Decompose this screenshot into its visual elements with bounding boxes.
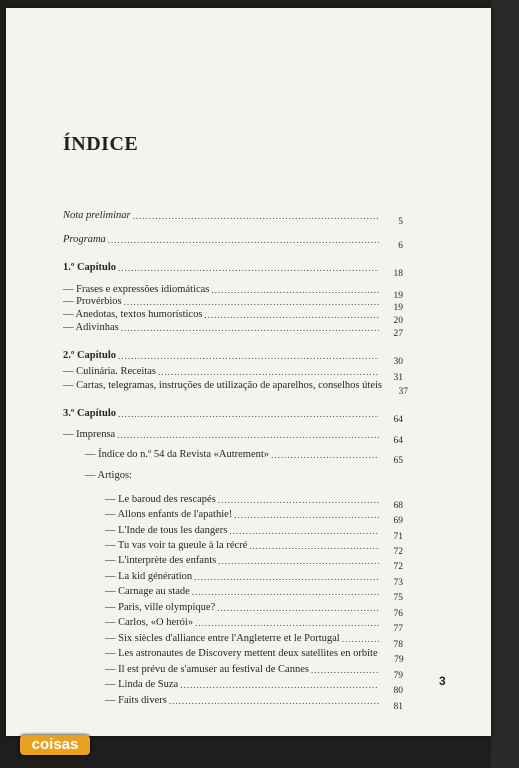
dot-leader <box>217 602 379 614</box>
toc-entry-page: 79 <box>394 655 404 665</box>
toc-entry <box>85 449 403 466</box>
toc-entry-page: 81 <box>393 702 403 712</box>
toc-entry <box>63 380 408 397</box>
toc-entry-page: 30 <box>393 357 403 367</box>
toc-entry-page: 27 <box>393 329 403 339</box>
toc-entry-page: 77 <box>393 624 403 634</box>
dot-leader <box>194 571 379 583</box>
toc-entry-page: 64 <box>393 415 403 425</box>
toc-entry-page: 69 <box>393 516 403 526</box>
dot-leader <box>121 322 379 334</box>
toc-entry <box>63 322 403 339</box>
toc-entry-title: — L'Inde de tous les dangers <box>105 525 228 536</box>
toc-entry <box>63 408 403 425</box>
toc-entry-title: 1.º Capítulo <box>63 262 117 273</box>
toc-entry-title: — Il est prévu de s'amuser au festival de Cannes <box>105 664 309 675</box>
toc-entry <box>105 602 403 619</box>
toc-entry <box>63 350 403 367</box>
dot-leader <box>118 350 379 362</box>
toc-entry-title: — Allons enfants de l'apathie! <box>105 509 233 520</box>
toc-entry <box>105 540 403 557</box>
dot-leader <box>133 210 379 222</box>
toc-entry-title: — Tu vas voir ta gueule à la récré <box>105 540 248 551</box>
toc-entry <box>85 470 403 482</box>
toc-entry-title: — Carlos, «O herói» <box>105 617 194 628</box>
dot-leader <box>195 617 379 629</box>
toc-entry <box>63 210 403 227</box>
toc-entry-title: — Le baroud des rescapés <box>105 494 216 505</box>
dot-leader <box>271 449 379 461</box>
toc-entry-page: 31 <box>393 373 403 383</box>
toc-entry <box>105 494 403 511</box>
toc-entry-title: — Faits divers <box>105 695 167 706</box>
dot-leader <box>192 586 379 598</box>
toc-entry-title: — Six siècles d'alliance entre l'Angleterre et le Portugal <box>105 633 340 644</box>
toc-entry-page: 5 <box>398 217 403 227</box>
toc-entry-page: 65 <box>393 456 403 466</box>
toc-entry-title: — Índice do n.º 54 da Revista «Autrement» <box>85 449 270 460</box>
dot-leader <box>158 366 379 378</box>
toc-entry-title: — Adivinhas <box>63 322 119 333</box>
toc-entry-title: — Culinária. Receitas <box>63 366 157 377</box>
dot-leader <box>229 525 379 537</box>
toc-entry-page: 72 <box>393 547 403 557</box>
toc-entry-page: 76 <box>393 609 403 619</box>
dot-leader <box>180 679 379 691</box>
toc-entry-title: Programa <box>63 234 106 245</box>
toc-entry <box>105 525 403 542</box>
toc-entry-page: 19 <box>393 291 403 301</box>
toc-entry-page: 78 <box>393 640 403 650</box>
toc-entry-title: — Artigos: <box>85 470 132 481</box>
toc-entry <box>105 648 404 665</box>
dot-leader <box>218 555 379 567</box>
toc-entry <box>63 309 403 326</box>
toc-entry-title: — Cartas, telegramas, instruções de utilização de aparelhos, conselhos úteis <box>63 380 382 391</box>
toc-entry <box>63 284 403 301</box>
dot-leader <box>169 695 379 707</box>
toc-entry <box>63 262 403 279</box>
toc-entry-page: 71 <box>393 532 403 542</box>
toc-entry-page: 37 <box>398 387 408 397</box>
dot-leader <box>117 429 379 441</box>
dot-leader <box>249 540 379 552</box>
toc-entry <box>105 571 403 588</box>
toc-entry <box>105 509 403 526</box>
toc-entry-page: 20 <box>393 316 403 326</box>
toc-entry-title: 3.º Capítulo <box>63 408 117 419</box>
toc-entry <box>63 366 403 383</box>
dot-leader <box>118 408 379 420</box>
dot-leader <box>118 262 379 274</box>
toc-entry-page: 68 <box>393 501 403 511</box>
toc-entry <box>105 555 403 572</box>
toc-entry-page: 72 <box>393 562 403 572</box>
toc-entry-page: 18 <box>393 269 403 279</box>
dot-leader <box>234 509 379 521</box>
toc-entry-title: — Anedotas, textos humorísticos <box>63 309 203 320</box>
toc-entry <box>105 679 403 696</box>
toc-entry-page: 64 <box>393 436 403 446</box>
toc-entry-title: Nota preliminar <box>63 210 131 221</box>
dot-leader <box>218 494 379 506</box>
toc-entry-title: — Carnage au stade <box>105 586 190 597</box>
toc-entry <box>105 633 403 650</box>
toc-entry-page: 79 <box>393 671 403 681</box>
toc-entry-title: — La kid génération <box>105 571 193 582</box>
toc-entry <box>63 234 403 251</box>
dot-leader <box>124 296 379 308</box>
toc-entry-page: 80 <box>393 686 403 696</box>
watermark-logo: coisas <box>20 735 90 755</box>
toc-entry-title: — Les astronautes de Discovery mettent deux satellites en orbite <box>105 648 378 659</box>
toc-entry <box>63 429 403 446</box>
page-number: 3 <box>439 674 446 688</box>
dot-leader <box>211 284 379 296</box>
toc-entry-title: — L'interprète des enfants <box>105 555 217 566</box>
toc-entry-title: — Paris, ville olympique? <box>105 602 216 613</box>
page-title: ÍNDICE <box>63 133 139 155</box>
toc-entry-title: — Provérbios <box>63 296 122 307</box>
toc-entry-page: 73 <box>393 578 403 588</box>
dot-leader <box>108 234 379 246</box>
toc-entry <box>63 296 403 313</box>
toc-entry-page: 75 <box>393 593 403 603</box>
background-edge <box>491 0 519 768</box>
toc-entry <box>105 695 403 712</box>
toc-entry-title: — Linda de Suza <box>105 679 179 690</box>
dot-leader <box>311 664 379 676</box>
dot-leader <box>204 309 379 321</box>
dot-leader <box>342 633 379 645</box>
toc-entry <box>105 617 403 634</box>
toc-entry-title: 2.º Capítulo <box>63 350 117 361</box>
toc-entry <box>105 664 403 681</box>
toc-entry <box>105 586 403 603</box>
document-page <box>6 8 491 736</box>
toc-entry-page: 6 <box>398 241 403 251</box>
toc-entry-page: 19 <box>393 303 403 313</box>
toc-entry-title: — Imprensa <box>63 429 116 440</box>
toc-entry-title: — Frases e expressões idiomáticas <box>63 284 210 295</box>
